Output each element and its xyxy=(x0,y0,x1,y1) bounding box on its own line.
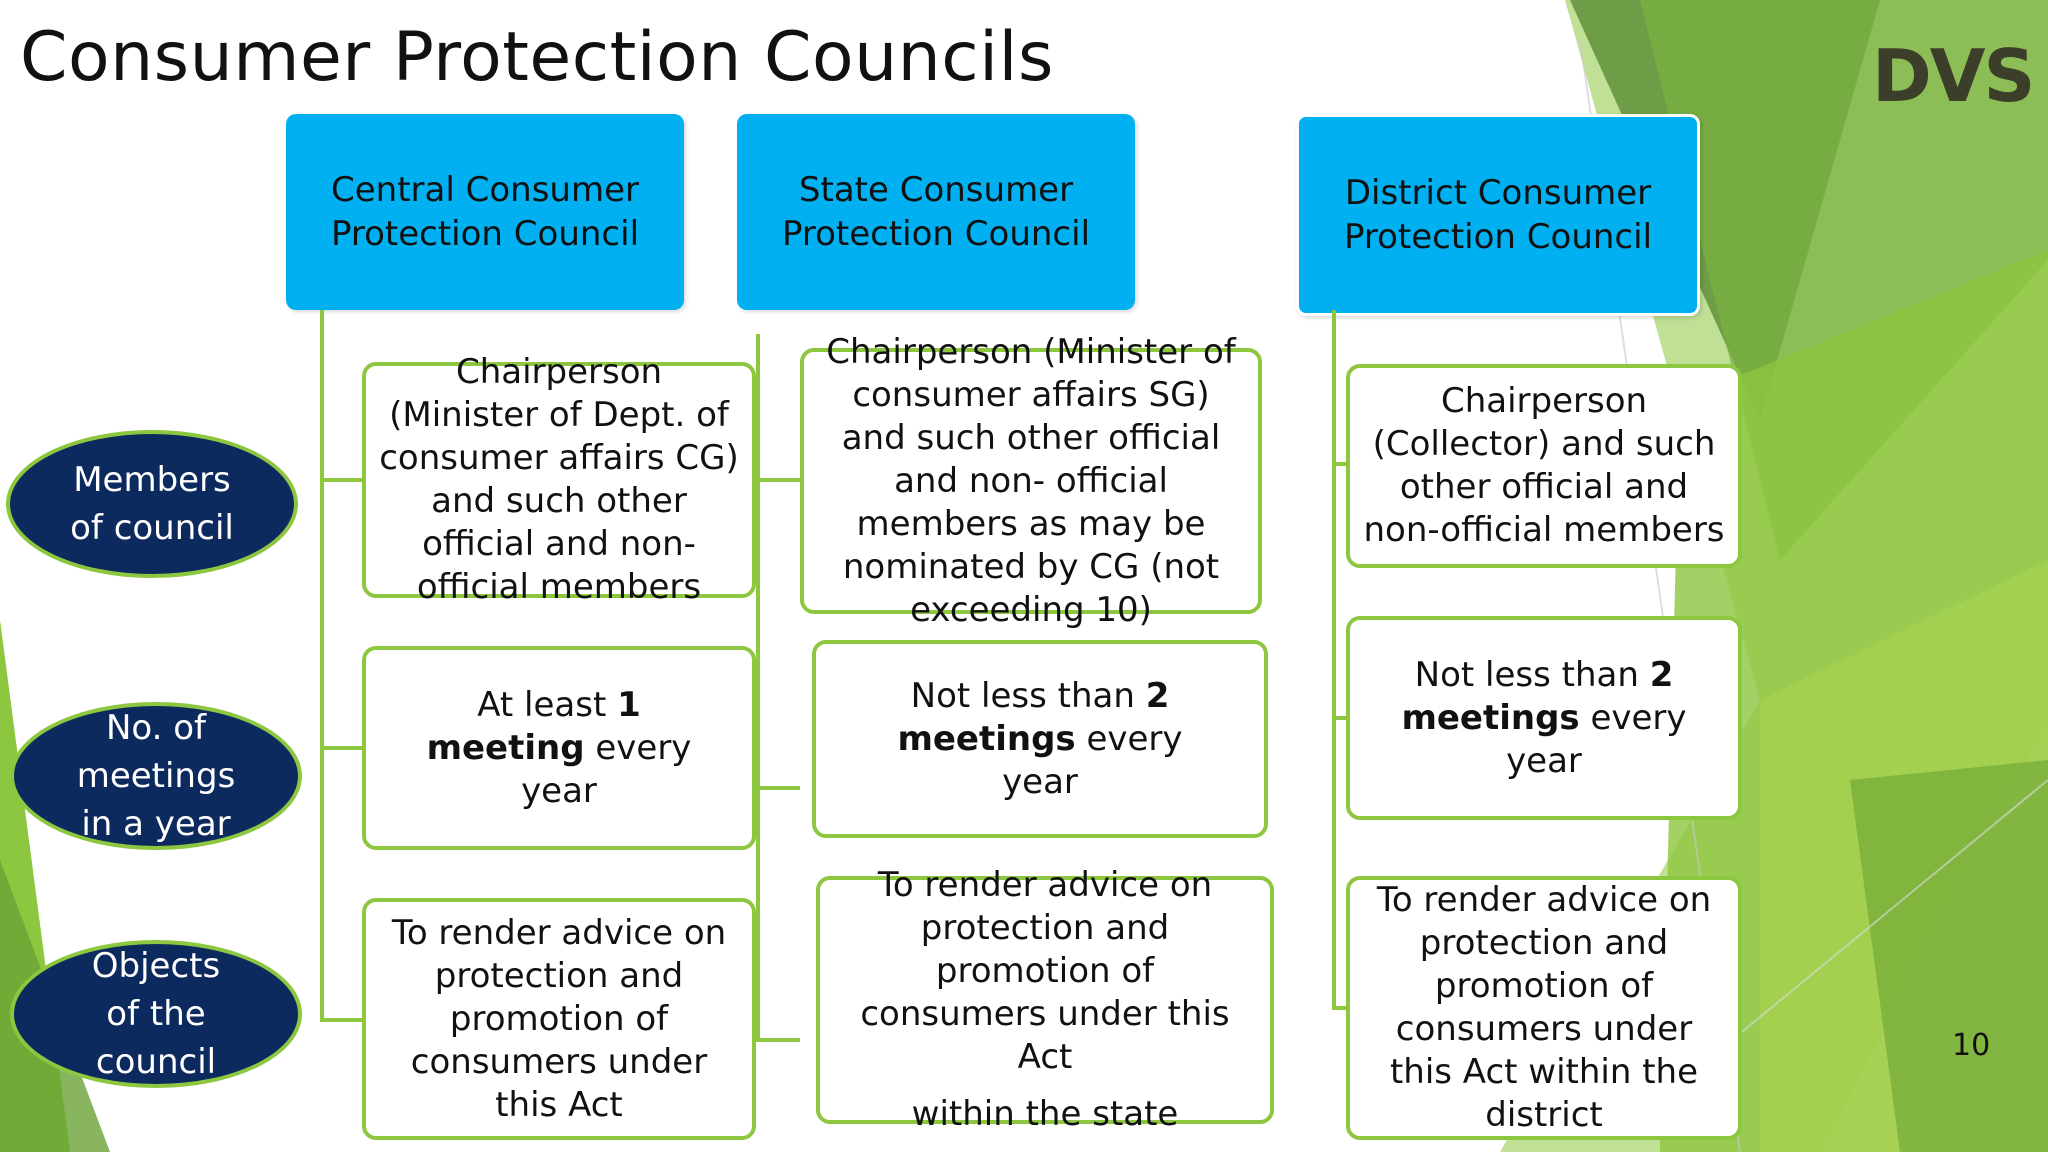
central-members-box xyxy=(362,352,756,607)
connector-district-vertical xyxy=(1332,310,1336,1010)
central-objects-text: To render advice on protection and promotion of consumers under this Act xyxy=(391,912,727,1125)
row-label-objects xyxy=(10,940,302,1088)
connector-district-meetings xyxy=(1332,716,1346,720)
district-objects-text: To render advice on protection and promotion of consumers under this Act within the district xyxy=(1376,880,1712,1135)
district-members-text: Chairperson (Collector) and such other official and non-official members xyxy=(1363,381,1725,550)
row-label-members-text: Members of council xyxy=(70,460,234,548)
district-objects-box xyxy=(1346,876,1742,1140)
connector-district-objects xyxy=(1332,1006,1346,1010)
connector-state-members xyxy=(756,478,800,482)
header-district-label: District Consumer Protection Council xyxy=(1343,173,1653,257)
connector-district-members xyxy=(1332,462,1346,466)
district-meetings-box xyxy=(1346,616,1742,820)
state-members-box xyxy=(800,331,1262,630)
header-state-label: State Consumer Protection Council xyxy=(781,170,1091,254)
header-central-label: Central Consumer Protection Council xyxy=(330,170,640,254)
connector-state-vertical xyxy=(756,334,760,1042)
header-state xyxy=(737,114,1135,310)
state-objects-box xyxy=(816,865,1274,1134)
page-number: 10 xyxy=(1952,1028,1991,1063)
state-meetings-text: Not less than 2 meetings every year xyxy=(897,675,1183,802)
state-meetings-box xyxy=(812,640,1268,838)
row-label-objects-text: Objects of the council xyxy=(91,946,221,1082)
row-label-members xyxy=(6,430,298,578)
central-meetings-text: At least 1 meeting every year xyxy=(426,684,692,811)
state-objects-text: To render advice on protection and promotion of consumers under this Act xyxy=(860,865,1230,1077)
connector-central-members xyxy=(320,478,364,482)
connector-central-meetings xyxy=(320,746,364,750)
state-objects-extra-text: within the state xyxy=(911,1094,1179,1134)
row-label-meetings xyxy=(10,702,302,850)
central-members-text: Chairperson (Minister of Dept. of consumer affairs CG) and such other official and non-official members xyxy=(379,352,739,607)
connector-state-objects xyxy=(756,1038,800,1042)
connector-central-objects xyxy=(320,1018,364,1022)
connector-state-meetings xyxy=(756,786,800,790)
logo-text: DVS xyxy=(1872,34,2034,118)
dvs-logo xyxy=(1872,34,2032,124)
state-members-text: Chairperson (Minister of consumer affairs SG) and such other official and non- official members as may be nominated by CG (not exceeding 10) xyxy=(826,331,1236,630)
header-central xyxy=(286,114,684,310)
central-objects-box xyxy=(362,898,756,1140)
connector-central-vertical xyxy=(320,310,324,1022)
district-members-box xyxy=(1346,364,1742,568)
row-label-meetings-text: No. of meetings in a year xyxy=(76,708,236,844)
slide-title: Consumer Protection Councils xyxy=(20,18,1054,97)
district-meetings-text: Not less than 2 meetings every year xyxy=(1401,654,1687,781)
central-meetings-box xyxy=(362,646,756,850)
header-district xyxy=(1296,114,1700,316)
